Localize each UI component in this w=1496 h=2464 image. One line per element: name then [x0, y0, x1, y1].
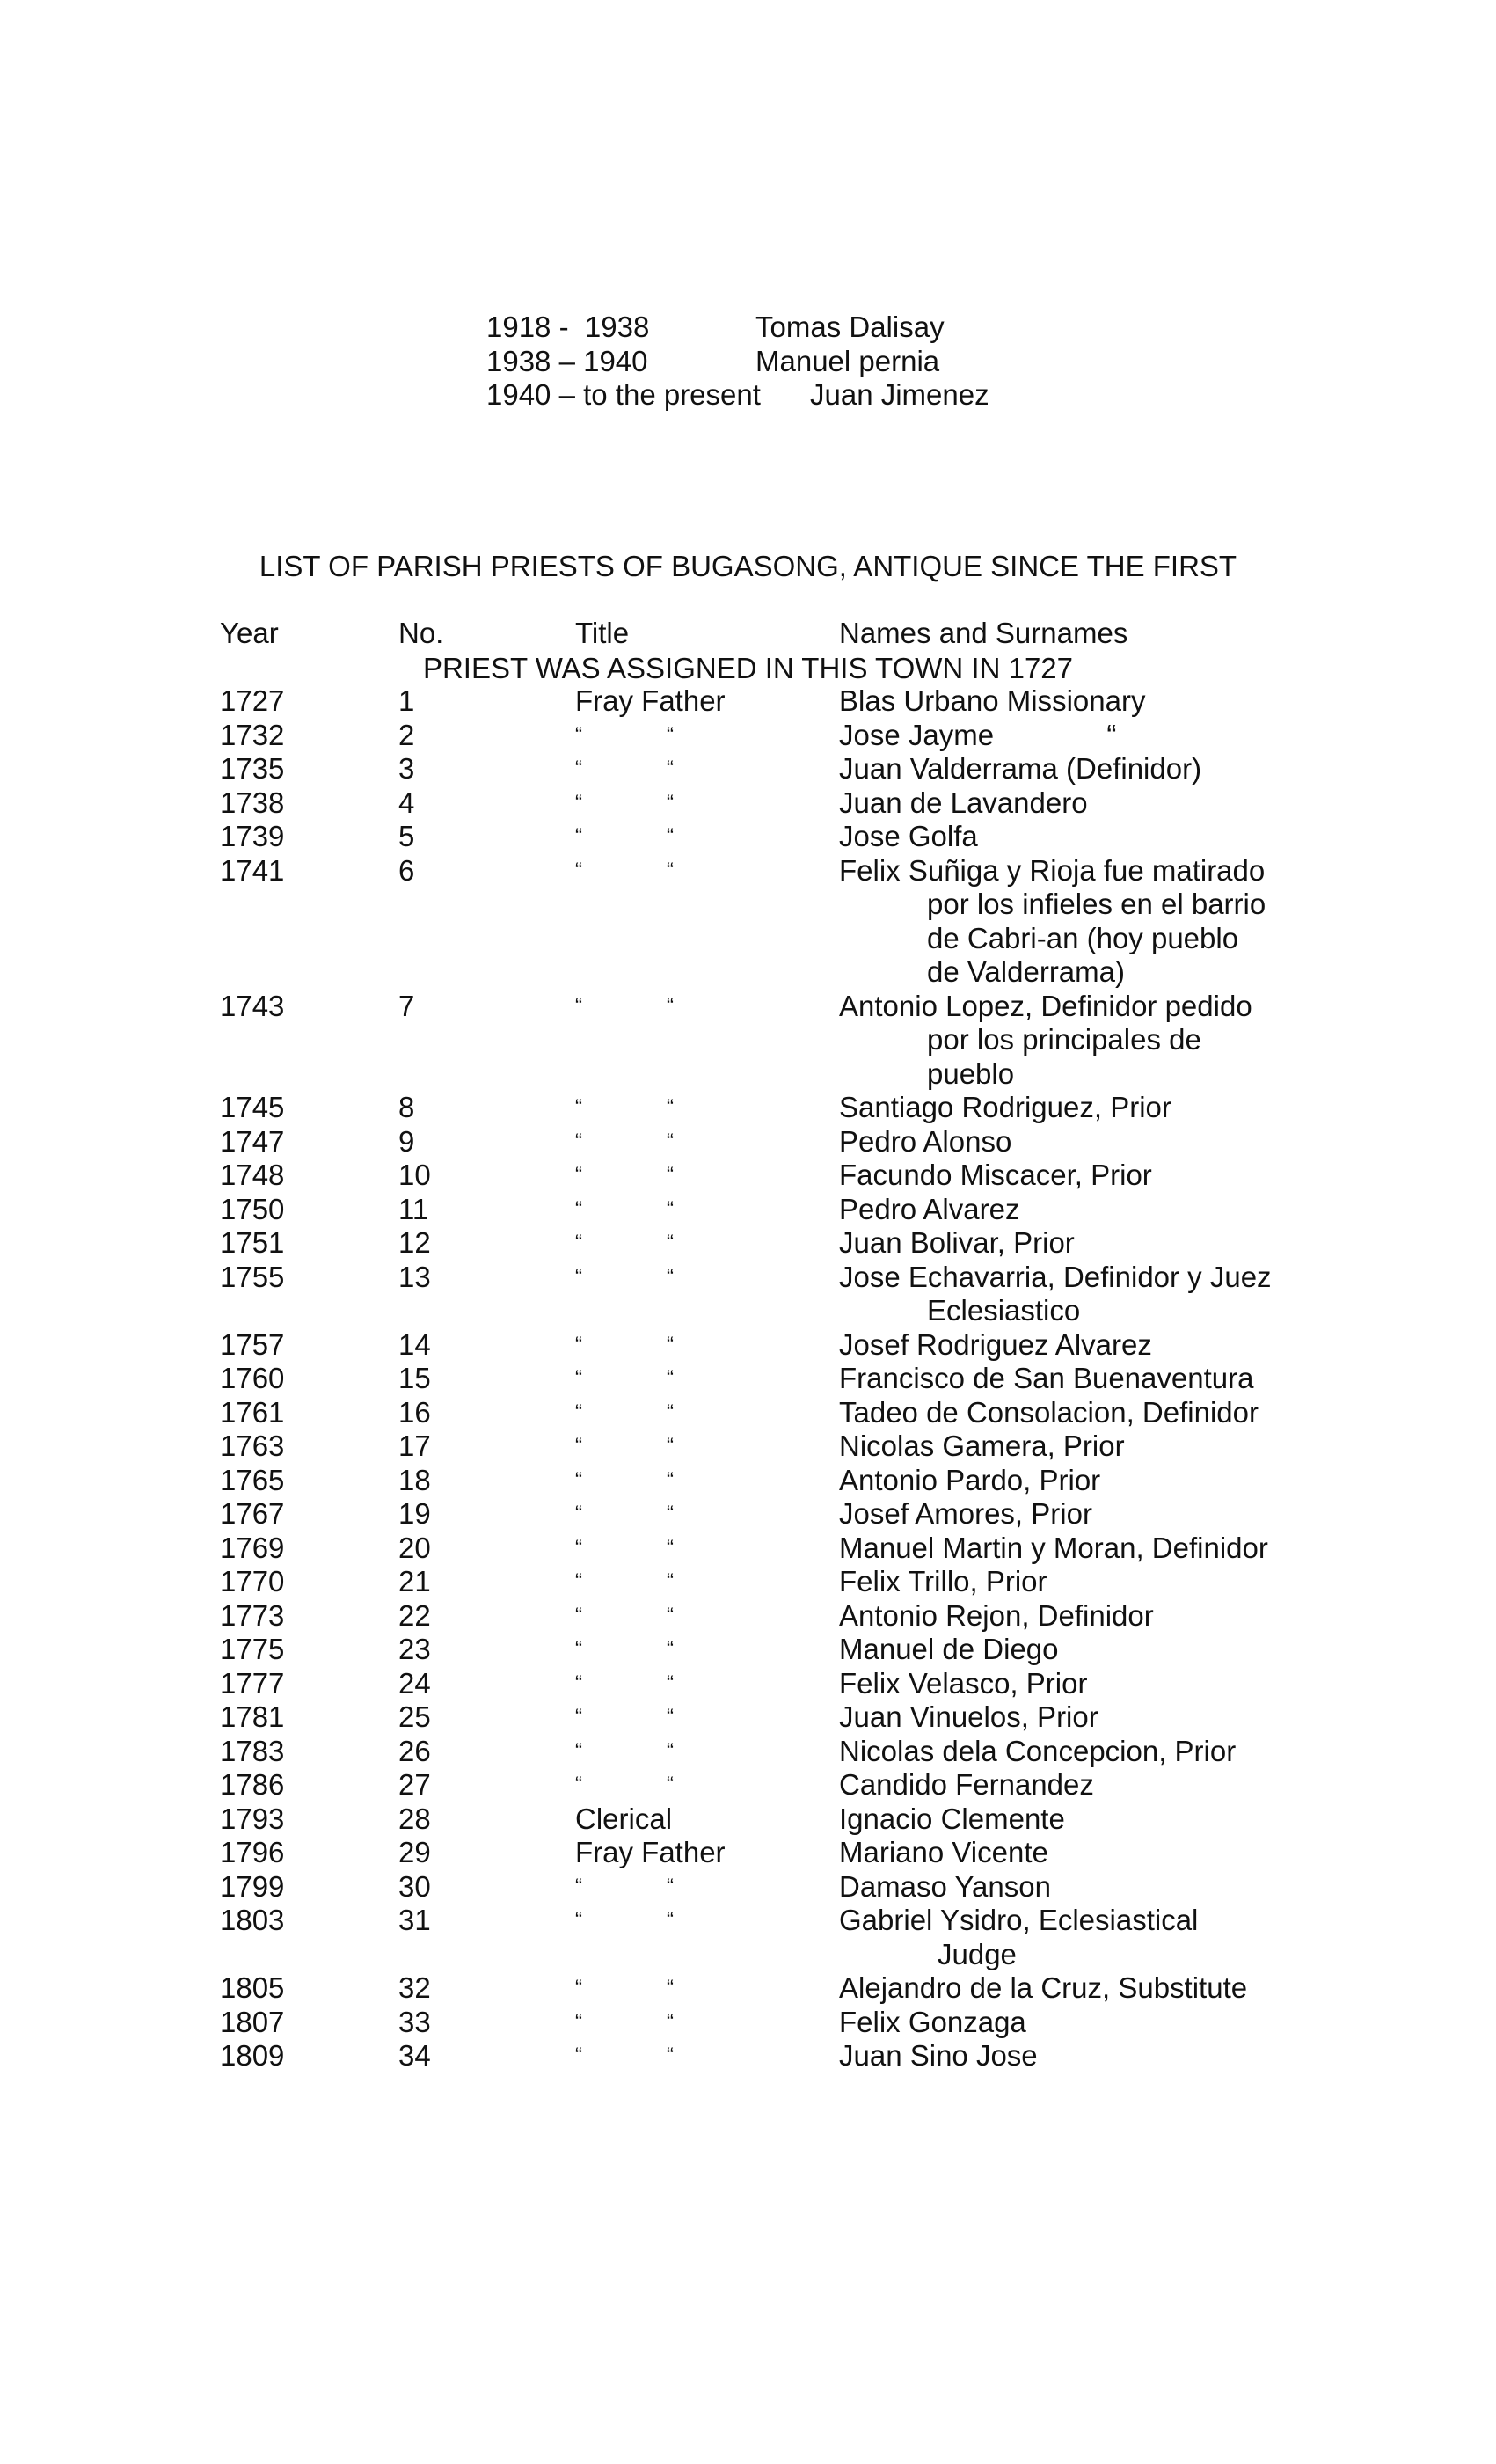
- title-ditto-mark: “: [667, 1264, 674, 1289]
- table-row: [220, 786, 1363, 821]
- table-row: [220, 2006, 1363, 2040]
- intro-row: [486, 378, 989, 413]
- name-cell: [839, 1497, 1363, 1532]
- title-ditto-mark: “: [575, 1163, 582, 1187]
- year-cell: 1777: [220, 1666, 285, 1700]
- number-cell: 1: [398, 684, 415, 717]
- number-cell: 14: [398, 1327, 431, 1361]
- number-cell: 21: [398, 1565, 431, 1598]
- title-ditto-mark: “: [667, 1434, 674, 1458]
- title-ditto-mark: “: [667, 757, 674, 780]
- year-cell: 1755: [220, 1260, 285, 1293]
- table-row: [220, 1565, 1363, 1599]
- name-cell: [839, 1091, 1363, 1125]
- table-row: [220, 1836, 1363, 1870]
- table-row: [220, 1464, 1363, 1498]
- table-row: [220, 1870, 1363, 1905]
- year-cell: 1748: [220, 1159, 285, 1191]
- year-cell: 1760: [220, 1362, 285, 1394]
- title-ditto-mark: “: [667, 722, 674, 747]
- title-ditto-mark: “: [575, 1874, 582, 1898]
- name-cell: [839, 1633, 1363, 1667]
- title-ditto-mark: “: [575, 1976, 582, 2000]
- title-ditto-mark: “: [667, 1535, 674, 1560]
- name-continuation-line: pueblo: [927, 1057, 1015, 1090]
- number-cell: 24: [398, 1666, 431, 1700]
- number-cell: 3: [398, 752, 415, 785]
- number-cell: 12: [398, 1226, 431, 1259]
- title-ditto-mark: “: [575, 722, 582, 747]
- name-continuation-line: de Valderrama): [927, 955, 1125, 988]
- name-cell: [839, 719, 1363, 753]
- name-line: Candido Fernandez: [839, 1768, 1094, 1801]
- number-cell: 19: [398, 1497, 431, 1530]
- name-cell: [839, 1565, 1363, 1599]
- title-ditto-mark: “: [667, 1976, 674, 2000]
- name-line: Pedro Alonso: [839, 1124, 1012, 1158]
- title-ditto-mark: “: [667, 1569, 674, 1593]
- name-line: Manuel Martin y Moran, Definidor: [839, 1531, 1268, 1564]
- name-cell: [839, 1464, 1363, 1498]
- name-line: Francisco de San Buenaventura: [839, 1362, 1254, 1394]
- number-cell: 32: [398, 1971, 431, 2004]
- title-ditto-mark: “: [667, 1738, 674, 1763]
- table-row: [220, 752, 1363, 786]
- number-cell: 26: [398, 1734, 431, 1767]
- title-ditto-mark: “: [667, 790, 674, 815]
- title-ditto-mark: “: [575, 1535, 582, 1560]
- name-cell: [839, 1599, 1363, 1634]
- year-cell: 1786: [220, 1768, 285, 1801]
- title-ditto-mark: “: [667, 1196, 674, 1221]
- year-cell: 1763: [220, 1429, 285, 1462]
- year-cell: 1765: [220, 1463, 285, 1496]
- number-cell: 4: [398, 786, 415, 819]
- year-cell: 1799: [220, 1869, 285, 1903]
- name-cell: [839, 820, 1363, 854]
- name-cell: [839, 752, 1363, 786]
- table-row: [220, 1802, 1363, 1837]
- table-row: [220, 1768, 1363, 1802]
- name-cell: [839, 2006, 1363, 2040]
- name-line: Josef Amores, Prior: [839, 1497, 1092, 1530]
- table-row: [220, 1700, 1363, 1735]
- number-cell: 34: [398, 2039, 431, 2072]
- name-line: Jose Golfa: [839, 820, 978, 852]
- year-cell: 1809: [220, 2039, 285, 2072]
- name-cell: [839, 786, 1363, 821]
- title-ditto-mark: “: [575, 1908, 582, 1932]
- name-continuation-line: Judge: [938, 1937, 1017, 1970]
- name-line: Damaso Yanson: [839, 1869, 1051, 1903]
- name-line: Facundo Miscacer, Prior: [839, 1159, 1152, 1191]
- title-ditto-mark: “: [575, 790, 582, 815]
- table-body: [220, 684, 1363, 2073]
- year-cell: 1807: [220, 2005, 285, 2038]
- year-cell: 1747: [220, 1124, 285, 1158]
- table-row: [220, 1599, 1363, 1634]
- title-ditto-mark: “: [575, 1502, 582, 1525]
- name-cell: [839, 2039, 1363, 2073]
- title-ditto-mark: “: [667, 1671, 674, 1695]
- intro-name: Tomas Dalisay: [755, 311, 945, 343]
- name-line: Felix Velasco, Prior: [839, 1666, 1088, 1700]
- year-cell: 1793: [220, 1802, 285, 1835]
- name-cell: [839, 1735, 1363, 1769]
- title-ditto-mark: “: [667, 1231, 674, 1254]
- table-row: [220, 1159, 1363, 1193]
- name-line: Felix Suñiga y Rioja fue matirado: [839, 853, 1266, 887]
- number-cell: 7: [398, 989, 415, 1022]
- number-cell: 2: [398, 718, 415, 751]
- year-cell: 1741: [220, 853, 285, 887]
- title-ditto-mark: “: [575, 1400, 582, 1424]
- title-ditto-mark: “: [575, 1264, 582, 1289]
- table-row: [220, 1904, 1363, 1971]
- title-ditto-mark: “: [667, 1129, 674, 1153]
- name-cell: [839, 1429, 1363, 1464]
- intro-list: [486, 311, 989, 413]
- name-line: Mariano Vicente: [839, 1836, 1048, 1868]
- name-cell: [839, 1261, 1363, 1328]
- title-ditto-mark: “: [575, 2044, 582, 2067]
- title-ditto-mark: “: [575, 1366, 582, 1390]
- table-row: [220, 1396, 1363, 1430]
- name-line: Gabriel Ysidro, Eclesiastical: [839, 1904, 1199, 1936]
- title-ditto-mark: “: [575, 1773, 582, 1796]
- intro-years: 1940 – to the present: [486, 378, 761, 411]
- name-line: Juan Valderrama (Definidor): [839, 752, 1202, 785]
- title-ditto-mark: “: [575, 993, 582, 1018]
- name-line: Jose Echavarria, Definidor y Juez: [839, 1260, 1272, 1293]
- number-cell: 30: [398, 1869, 431, 1903]
- title-ditto-mark: “: [575, 2009, 582, 2034]
- title-ditto-mark: “: [667, 1705, 674, 1729]
- title-cell: Fray Father: [575, 684, 726, 717]
- name-line: Alejandro de la Cruz, Substitute: [839, 1971, 1248, 2004]
- title-ditto-mark: “: [667, 1400, 674, 1424]
- number-cell: 18: [398, 1463, 431, 1496]
- table-row: [220, 719, 1363, 753]
- name-cell: [839, 854, 1363, 990]
- year-cell: 1775: [220, 1633, 285, 1665]
- title-ditto-mark: “: [575, 1569, 582, 1593]
- name-line: Manuel de Diego: [839, 1633, 1059, 1665]
- number-cell: 27: [398, 1768, 431, 1801]
- number-cell: 16: [398, 1395, 431, 1429]
- year-cell: 1757: [220, 1327, 285, 1361]
- title-ditto-mark: “: [575, 1738, 582, 1763]
- year-cell: 1738: [220, 786, 285, 819]
- year-cell: 1796: [220, 1836, 285, 1868]
- name-line: Juan de Lavandero: [839, 786, 1088, 819]
- number-cell: 8: [398, 1091, 415, 1123]
- name-line: Jose Jayme “: [839, 718, 1117, 751]
- name-cell: [839, 1362, 1363, 1396]
- number-cell: 20: [398, 1531, 431, 1564]
- name-cell: [839, 1700, 1363, 1735]
- name-cell: [839, 1125, 1363, 1159]
- name-line: Tadeo de Consolacion, Definidor: [839, 1395, 1259, 1429]
- number-cell: 22: [398, 1598, 431, 1632]
- title-ditto-mark: “: [575, 757, 582, 780]
- name-cell: [839, 1802, 1363, 1837]
- year-cell: 1745: [220, 1091, 285, 1123]
- name-line: Antonio Rejon, Definidor: [839, 1598, 1154, 1632]
- table-row: [220, 1971, 1363, 2006]
- name-cell: [839, 1904, 1363, 1971]
- name-line: Juan Vinuelos, Prior: [839, 1700, 1098, 1733]
- name-line: Felix Gonzaga: [839, 2005, 1026, 2038]
- table-row: [220, 2039, 1363, 2073]
- title-cell: Clerical: [575, 1802, 673, 1835]
- heading-line-1: LIST OF PARISH PRIESTS OF BUGASONG, ANTIQUE SINCE THE FIRST: [259, 550, 1237, 582]
- name-cell: [839, 684, 1363, 719]
- year-cell: 1739: [220, 820, 285, 852]
- name-continuation-line: de Cabri-an (hoy pueblo: [927, 921, 1239, 954]
- title-ditto-mark: “: [667, 858, 674, 882]
- name-line: Santiago Rodriguez, Prior: [839, 1091, 1171, 1123]
- title-ditto-mark: “: [575, 1705, 582, 1729]
- title-ditto-mark: “: [667, 1637, 674, 1661]
- table-row: [220, 854, 1363, 990]
- title-ditto-mark: “: [575, 1434, 582, 1458]
- name-cell: [839, 1226, 1363, 1261]
- name-cell: [839, 1836, 1363, 1870]
- number-cell: 33: [398, 2005, 431, 2038]
- name-cell: [839, 1667, 1363, 1701]
- year-cell: 1803: [220, 1904, 285, 1936]
- title-ditto-mark: “: [575, 1231, 582, 1254]
- title-ditto-mark: “: [667, 1773, 674, 1796]
- intro-years: 1938 – 1940: [486, 344, 648, 377]
- title-ditto-mark: “: [575, 1332, 582, 1356]
- year-cell: 1770: [220, 1565, 285, 1598]
- intro-row: [486, 344, 940, 379]
- number-cell: 9: [398, 1124, 415, 1158]
- number-cell: 31: [398, 1904, 431, 1936]
- title-ditto-mark: “: [575, 1467, 582, 1492]
- title-ditto-mark: “: [575, 1095, 582, 1119]
- title-ditto-mark: “: [667, 1874, 674, 1898]
- title-ditto-mark: “: [575, 1196, 582, 1221]
- title-ditto-mark: “: [667, 1332, 674, 1356]
- name-line: Nicolas Gamera, Prior: [839, 1429, 1125, 1462]
- table-row: [220, 684, 1363, 719]
- name-cell: [839, 1159, 1363, 1193]
- number-cell: 15: [398, 1362, 431, 1394]
- priests-table: [220, 617, 1363, 2073]
- number-cell: 25: [398, 1700, 431, 1733]
- number-cell: 6: [398, 853, 415, 887]
- name-line: Pedro Alvarez: [839, 1192, 1020, 1225]
- title-ditto-mark: “: [667, 824, 674, 848]
- header-title: Title: [575, 617, 630, 649]
- name-line: Blas Urbano Missionary: [839, 684, 1146, 717]
- title-ditto-mark: “: [667, 1603, 674, 1627]
- name-continuation-line: por los infieles en el barrio: [927, 888, 1266, 920]
- name-line: Josef Rodriguez Alvarez: [839, 1327, 1152, 1361]
- table-row: [220, 1328, 1363, 1363]
- name-cell: [839, 1971, 1363, 2006]
- intro-name: Manuel pernia: [755, 344, 940, 377]
- title-ditto-mark: “: [667, 1908, 674, 1932]
- year-cell: 1761: [220, 1395, 285, 1429]
- year-cell: 1783: [220, 1734, 285, 1767]
- year-cell: 1727: [220, 684, 285, 717]
- title-ditto-mark: “: [667, 1095, 674, 1119]
- title-ditto-mark: “: [667, 1467, 674, 1492]
- table-row: [220, 990, 1363, 1092]
- table-row: [220, 1193, 1363, 1227]
- table-row: [220, 1261, 1363, 1328]
- name-continuation-line: Eclesiastico: [927, 1294, 1081, 1327]
- header-names: Names and Surnames: [839, 617, 1128, 649]
- title-ditto-mark: “: [667, 993, 674, 1018]
- number-cell: 5: [398, 820, 415, 852]
- title-ditto-mark: “: [667, 1163, 674, 1187]
- heading-line-2: PRIEST WAS ASSIGNED IN THIS TOWN IN 1727: [422, 651, 1074, 684]
- title-ditto-mark: “: [667, 1366, 674, 1390]
- name-line: Antonio Pardo, Prior: [839, 1463, 1101, 1496]
- number-cell: 11: [398, 1192, 429, 1225]
- year-cell: 1750: [220, 1192, 285, 1225]
- name-line: Felix Trillo, Prior: [839, 1565, 1047, 1598]
- table-row: [220, 820, 1363, 854]
- table-row: [220, 1362, 1363, 1396]
- table-row: [220, 1226, 1363, 1261]
- year-cell: 1769: [220, 1531, 285, 1564]
- name-continuation-line: por los principales de: [927, 1023, 1201, 1056]
- number-cell: 13: [398, 1260, 431, 1293]
- name-cell: [839, 990, 1363, 1092]
- number-cell: 29: [398, 1836, 431, 1868]
- name-cell: [839, 1328, 1363, 1363]
- title-ditto-mark: “: [667, 1502, 674, 1525]
- table-row: [220, 1091, 1363, 1125]
- table-row: [220, 1429, 1363, 1464]
- table-row: [220, 1497, 1363, 1532]
- header-gap: [220, 651, 1363, 685]
- intro-name: Juan Jimenez: [810, 378, 989, 411]
- intro-row: [486, 311, 945, 345]
- table-row: [220, 1667, 1363, 1701]
- year-cell: 1732: [220, 718, 285, 751]
- table-row: [220, 1532, 1363, 1566]
- name-cell: [839, 1768, 1363, 1802]
- name-cell: [839, 1532, 1363, 1566]
- year-cell: 1735: [220, 752, 285, 785]
- table-row: [220, 1125, 1363, 1159]
- title-ditto-mark: “: [575, 1129, 582, 1153]
- header-no: No.: [398, 617, 444, 649]
- table-header-row: [220, 617, 1363, 651]
- title-ditto-mark: “: [575, 1603, 582, 1627]
- year-cell: 1773: [220, 1598, 285, 1632]
- number-cell: 23: [398, 1633, 431, 1665]
- table-row: [220, 1633, 1363, 1667]
- year-cell: 1751: [220, 1226, 285, 1259]
- title-ditto-mark: “: [667, 2009, 674, 2034]
- name-line: Juan Sino Jose: [839, 2039, 1038, 2072]
- header-year: Year: [220, 617, 279, 649]
- number-cell: 17: [398, 1429, 431, 1462]
- year-cell: 1805: [220, 1971, 285, 2004]
- intro-years: 1918 - 1938: [486, 311, 650, 343]
- name-cell: [839, 1396, 1363, 1430]
- name-cell: [839, 1870, 1363, 1905]
- name-cell: [839, 1193, 1363, 1227]
- number-cell: 10: [398, 1159, 431, 1191]
- title-ditto-mark: “: [575, 824, 582, 848]
- title-ditto-mark: “: [575, 1671, 582, 1695]
- number-cell: 28: [398, 1802, 431, 1835]
- name-line: Juan Bolivar, Prior: [839, 1226, 1075, 1259]
- year-cell: 1743: [220, 989, 285, 1022]
- year-cell: 1781: [220, 1700, 285, 1733]
- name-line: Antonio Lopez, Definidor pedido: [839, 989, 1252, 1022]
- title-ditto-mark: “: [667, 2044, 674, 2067]
- title-cell: Fray Father: [575, 1836, 726, 1868]
- title-ditto-mark: “: [575, 1637, 582, 1661]
- name-line: Nicolas dela Concepcion, Prior: [839, 1734, 1237, 1767]
- table-row: [220, 1735, 1363, 1769]
- year-cell: 1767: [220, 1497, 285, 1530]
- title-ditto-mark: “: [575, 858, 582, 882]
- name-line: Ignacio Clemente: [839, 1802, 1065, 1835]
